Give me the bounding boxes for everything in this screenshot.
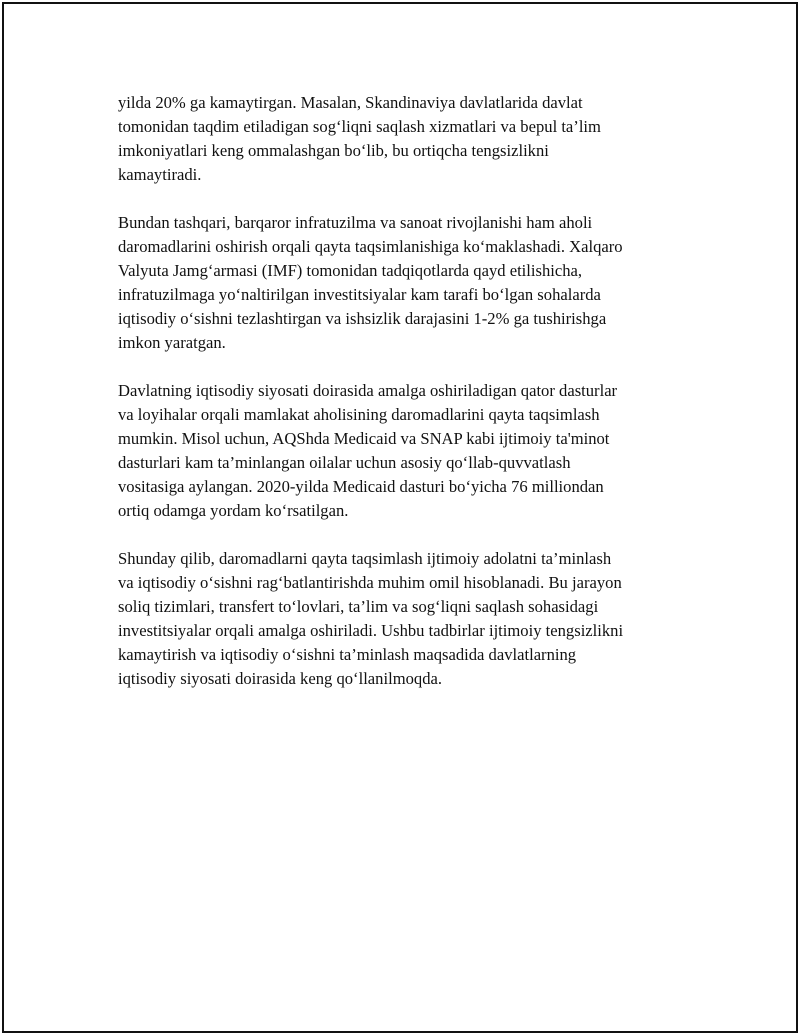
text-line: kamaytiradi. xyxy=(118,165,202,184)
text-line: imkoniyatlari keng ommalashgan bo‘lib, bu ortiqcha tengsizlikni xyxy=(118,141,549,160)
text-line: soliq tizimlari, transfert to‘lovlari, ta’lim va sog‘liqni saqlash sohasidagi xyxy=(118,597,599,616)
paragraph-1 xyxy=(118,91,698,187)
document-body xyxy=(118,91,698,691)
text-line: iqtisodiy o‘sishni tezlashtirgan va ishsizlik darajasini 1-2% ga tushirishga xyxy=(118,309,607,328)
text-line: imkon yaratgan. xyxy=(118,333,226,352)
text-line: Shunday qilib, daromadlarni qayta taqsimlash ijtimoiy adolatni ta’minlash xyxy=(118,549,612,568)
paragraph-2 xyxy=(118,211,698,355)
text-line: va iqtisodiy o‘sishni rag‘batlantirishda muhim omil hisoblanadi. Bu jarayon xyxy=(118,573,622,592)
text-line: investitsiyalar orqali amalga oshiriladi. Ushbu tadbirlar ijtimoiy tengsizlikni xyxy=(118,621,624,640)
text-line: daromadlarini oshirish orqali qayta taqsimlanishiga ko‘maklashadi. Xalqaro xyxy=(118,237,623,256)
text-line: dasturlari kam ta’minlangan oilalar uchun asosiy qo‘llab-quvvatlash xyxy=(118,453,571,472)
text-line: infratuzilmaga yo‘naltirilgan investitsiyalar kam tarafi bo‘lgan sohalarda xyxy=(118,285,601,304)
text-line: Valyuta Jamg‘armasi (IMF) tomonidan tadqiqotlarda qayd etilishicha, xyxy=(118,261,583,280)
text-line: mumkin. Misol uchun, AQShda Medicaid va SNAP kabi ijtimoiy ta'minot xyxy=(118,429,610,448)
text-line: ortiq odamga yordam ko‘rsatilgan. xyxy=(118,501,349,520)
paragraph-3 xyxy=(118,379,698,523)
paragraph-4 xyxy=(118,547,698,691)
text-line: iqtisodiy siyosati doirasida keng qo‘llanilmoqda. xyxy=(118,669,442,688)
text-line: kamaytirish va iqtisodiy o‘sishni ta’minlash maqsadida davlatlarning xyxy=(118,645,577,664)
text-line: yilda 20% ga kamaytirgan. Masalan, Skandinaviya davlatlarida davlat xyxy=(118,93,583,112)
text-line: vositasiga aylangan. 2020-yilda Medicaid dasturi bo‘yicha 76 milliondan xyxy=(118,477,604,496)
text-line: tomonidan taqdim etiladigan sog‘liqni saqlash xizmatlari va bepul ta’lim xyxy=(118,117,601,136)
text-line: va loyihalar orqali mamlakat aholisining daromadlarini qayta taqsimlash xyxy=(118,405,600,424)
text-line: Bundan tashqari, barqaror infratuzilma va sanoat rivojlanishi ham aholi xyxy=(118,213,593,232)
text-line: Davlatning iqtisodiy siyosati doirasida amalga oshiriladigan qator dasturlar xyxy=(118,381,618,400)
